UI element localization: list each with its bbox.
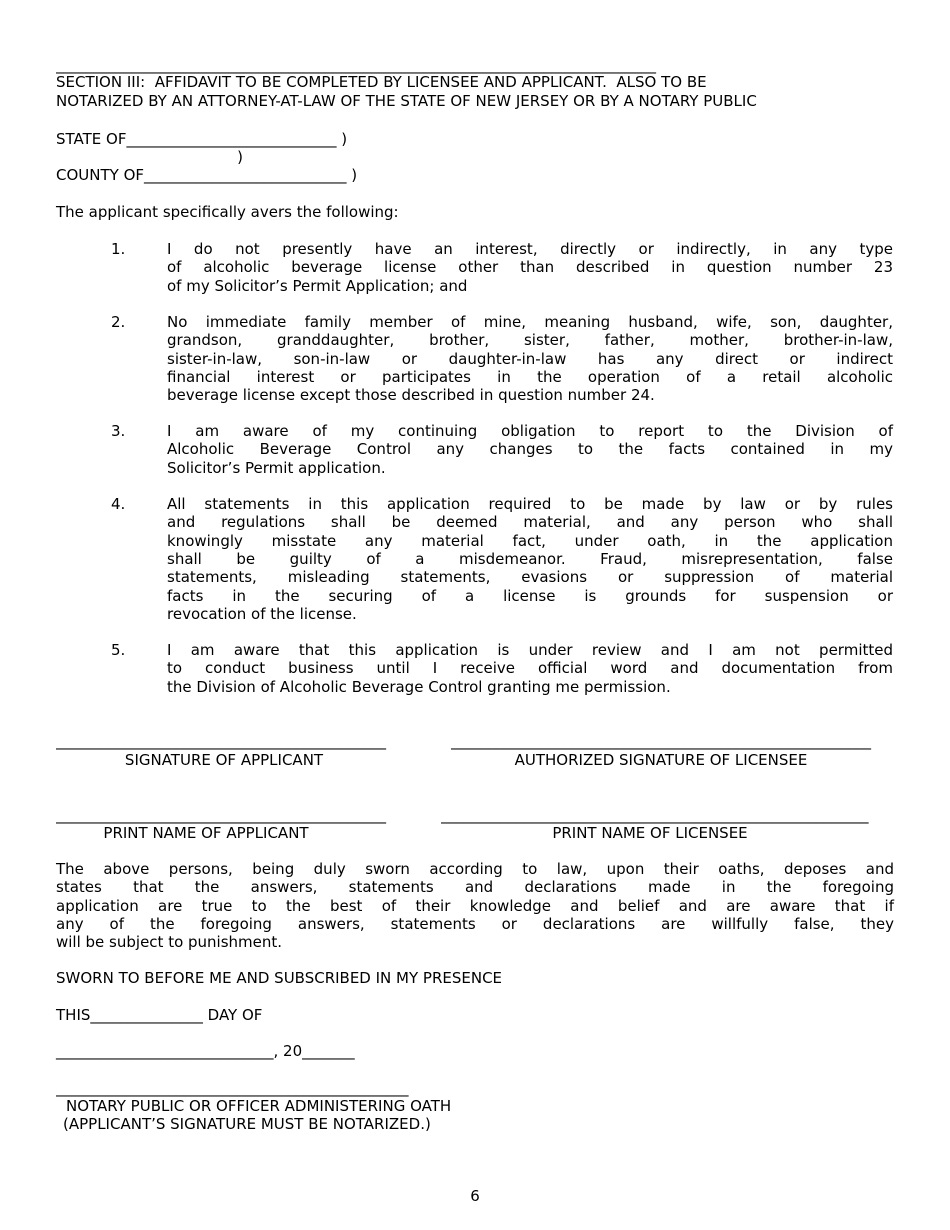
notary-note: (APPLICANT’S SIGNATURE MUST BE NOTARIZED.) [63,1115,431,1133]
item-number: 4. [111,495,126,513]
notary-signature-line: _______________________________________________ [56,1079,409,1097]
item-text-line: I do not presently have an interest, directly or indirectly, in any type [167,240,893,258]
item-text-line: of my Solicitor’s Permit Application; and [167,276,468,295]
item-text-line: I am aware of my continuing obligation to report to the Division of [167,422,893,440]
venue-bracket: ) [56,148,244,166]
applicant-signature-label: SIGNATURE OF APPLICANT [124,751,324,769]
licensee-signature-line: ________________________________________________________ [451,732,871,750]
item-text-line: and regulations shall be deemed material, and any person who shall [167,513,893,532]
licensee-print-name-line: _________________________________________________________ [441,806,869,824]
item-text-line: shall be guilty of a misdemeanor. Fraud, misrepresentation, false [167,549,893,568]
item-text-line: revocation of the license. [167,604,357,623]
section-heading-line-2: NOTARIZED BY AN ATTORNEY-AT-LAW OF THE STATE OF NEW JERSEY OR BY A NOTARY PUBLIC [56,92,757,110]
top-rule: ________________________________________________________________________________ [56,56,656,74]
section-heading-line-1: SECTION III: AFFIDAVIT TO BE COMPLETED BY LICENSEE AND APPLICANT. ALSO TO BE [56,73,707,91]
applicant-print-name-line: ____________________________________________ [56,806,386,824]
item-text-line: Solicitor’s Permit application. [167,458,386,477]
item-text-line: Alcoholic Beverage Control any changes to the facts contained in my [167,440,893,459]
item-text-line: of alcoholic beverage license other than described in question number 23 [167,258,893,277]
item-number: 1. [111,240,126,258]
oath-text-line: states that the answers, statements and declarations made in the foregoing [56,878,894,897]
item-text-line: the Division of Alcoholic Beverage Control granting me permission. [167,677,671,696]
county-of-field: COUNTY OF___________________________ ) [56,166,358,184]
item-text-line: beverage license except those described in question number 24. [167,386,655,405]
item-number: 5. [111,641,126,659]
this-day-field: THIS_______________ DAY OF [56,1006,263,1024]
item-text-line: No immediate family member of mine, meaning husband, wife, son, daughter, [167,313,893,331]
oath-text-line: will be subject to punishment. [56,933,283,952]
oath-text-line: any of the foregoing answers, statements or declarations are willfully false, they [56,914,894,933]
item-text-line: grandson, granddaughter, brother, sister, father, mother, brother-in-law, [167,331,893,350]
sworn-statement: SWORN TO BEFORE ME AND SUBSCRIBED IN MY PRESENCE [56,969,503,987]
oath-text-line: The above persons, being duly sworn according to law, upon their oaths, deposes and [56,860,894,878]
item-text-line: facts in the securing of a license is grounds for suspension or [167,586,893,605]
licensee-signature-label: AUTHORIZED SIGNATURE OF LICENSEE [514,751,808,769]
print-name-applicant-label: PRINT NAME OF APPLICANT [103,824,309,842]
item-text-line: knowingly misstate any material fact, under oath, in the application [167,531,893,550]
state-of-field: STATE OF____________________________ ) [56,130,348,148]
applicant-signature-line: ____________________________________________ [56,732,386,750]
print-name-licensee-label: PRINT NAME OF LICENSEE [552,824,748,842]
intro-text: The applicant specifically avers the following: [56,203,399,221]
item-text-line: sister-in-law, son-in-law or daughter-in-law has any direct or indirect [167,349,893,368]
item-number: 3. [111,422,126,440]
item-number: 2. [111,313,126,331]
item-text-line: All statements in this application required to be made by law or by rules [167,495,893,513]
page-number: 6 [470,1187,480,1205]
item-text-line: financial interest or participates in the operation of a retail alcoholic [167,367,893,386]
item-text-line: to conduct business until I receive official word and documentation from [167,659,893,678]
item-text-line: I am aware that this application is under review and I am not permitted [167,641,893,659]
notary-label: NOTARY PUBLIC OR OFFICER ADMINISTERING OATH [66,1097,452,1115]
oath-text-line: application are true to the best of their knowledge and belief and are aware that if [56,896,894,915]
date-year-field: _____________________________, 20_______ [56,1042,355,1060]
item-text-line: statements, misleading statements, evasions or suppression of material [167,568,893,587]
